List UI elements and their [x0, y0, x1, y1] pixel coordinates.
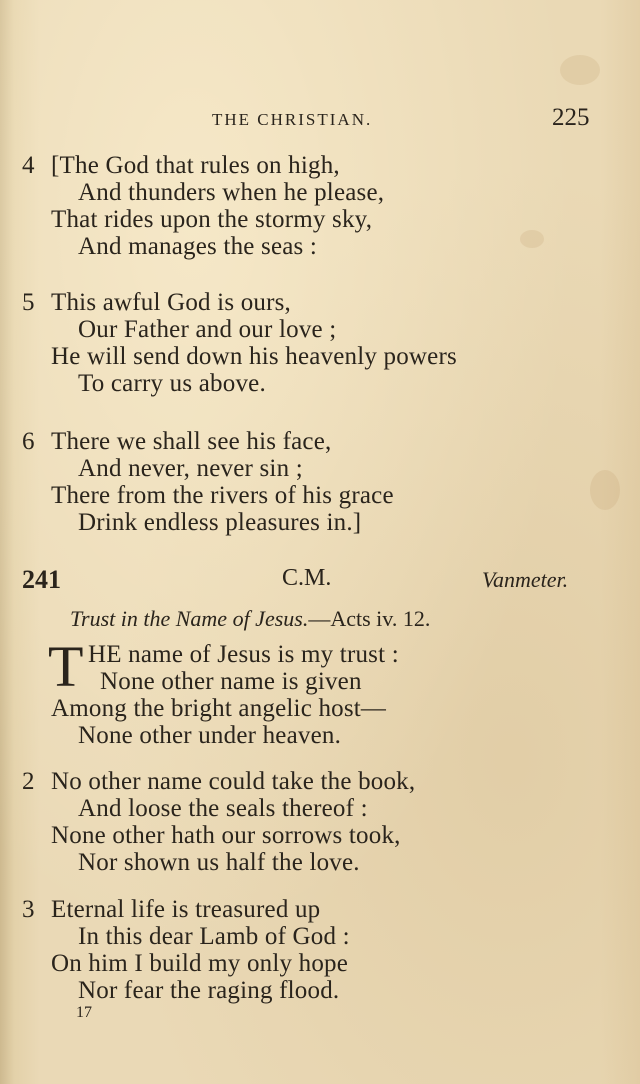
verse-line: And thunders when he please,	[78, 179, 385, 206]
verse-line: To carry us above.	[78, 370, 266, 397]
hymn-number: 241	[22, 565, 61, 594]
verse-line: Eternal life is treasured up	[51, 896, 321, 923]
verse-line: No other name could take the book,	[51, 768, 416, 795]
verse-line: There we shall see his face,	[51, 428, 332, 455]
verse-line: None other name is given	[100, 668, 362, 695]
verse-line: There from the rivers of his grace	[51, 482, 394, 509]
drop-cap: T	[48, 634, 84, 699]
verse-line: And loose the seals thereof :	[78, 795, 368, 822]
verse-line: Nor shown us half the love.	[78, 849, 360, 876]
hymn-subtitle	[70, 606, 430, 632]
hymn-meter: C.M.	[282, 565, 332, 591]
verse-line: Our Father and our love ;	[78, 316, 337, 343]
tune-name: Vanmeter.	[482, 567, 569, 592]
verse-line: And manages the seas :	[78, 233, 318, 260]
verse-line: That rides upon the stormy sky,	[51, 206, 373, 233]
page-number: 225	[552, 104, 590, 131]
signature-mark: 17	[76, 1004, 92, 1021]
verse-line: He will send down his heavenly powers	[51, 343, 457, 370]
verse-number: 2	[22, 768, 35, 795]
running-head: THE CHRISTIAN.	[212, 110, 373, 129]
paper-stain	[560, 55, 600, 85]
verse-number: 6	[22, 428, 35, 455]
verse-line: This awful God is ours,	[51, 289, 292, 316]
verse-line: None other hath our sorrows took,	[51, 822, 401, 849]
verse-line: [The God that rules on high,	[51, 152, 340, 179]
verse-number: 4	[22, 152, 35, 179]
verse-line: Nor fear the raging flood.	[78, 977, 340, 1004]
verse-line: None other under heaven.	[78, 722, 342, 749]
verse-line: Among the bright angelic host—	[51, 695, 387, 722]
verse-line: Drink endless pleasures in.]	[78, 509, 362, 536]
scripture-reference: —Acts iv. 12.	[308, 606, 431, 631]
subtitle-text: Trust in the Name of Jesus.	[70, 606, 309, 631]
verse-line: HE name of Jesus is my trust :	[88, 641, 399, 668]
verse-line: And never, never sin ;	[78, 455, 303, 482]
paper-stain	[590, 470, 620, 510]
verse-number: 5	[22, 289, 35, 316]
verse-line: In this dear Lamb of God :	[78, 923, 350, 950]
paper-stain	[520, 230, 544, 248]
verse-line: On him I build my only hope	[51, 950, 349, 977]
verse-number: 3	[22, 896, 35, 923]
